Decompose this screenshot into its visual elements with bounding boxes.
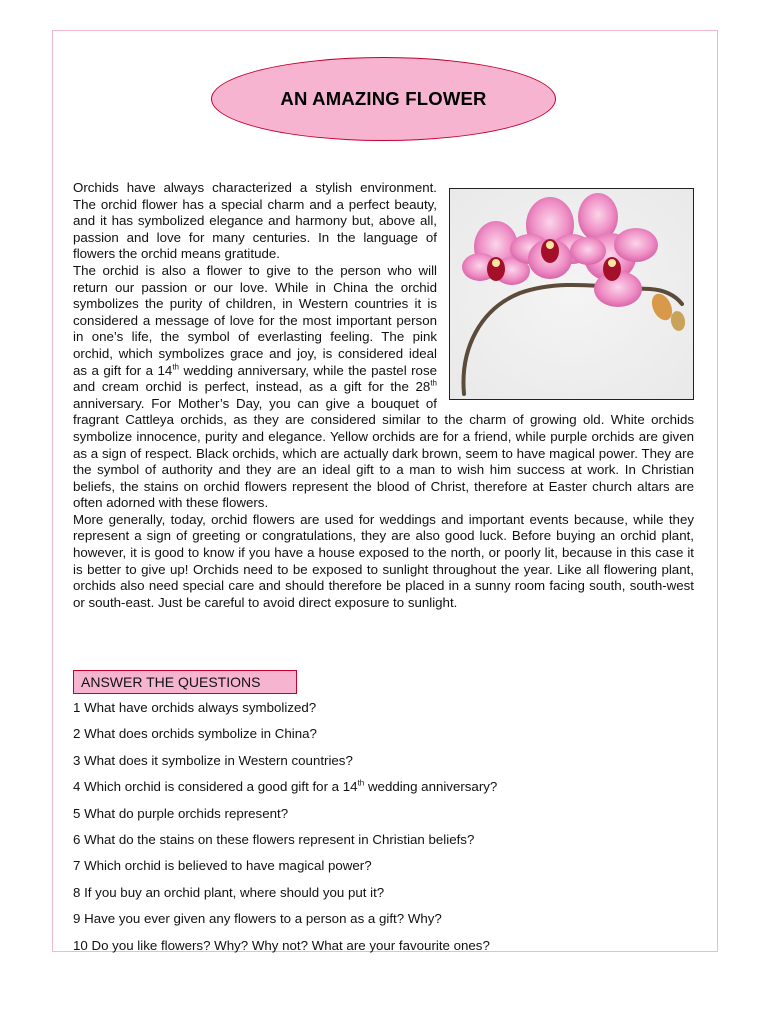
question-item: 3 What does it symbolize in Western countries? xyxy=(73,752,353,768)
questions-list xyxy=(73,700,703,964)
question-item: 10 Do you like flowers? Why? Why not? What are your favourite ones? xyxy=(73,937,490,953)
question-item: 8 If you buy an orchid plant, where should you put it? xyxy=(73,884,385,900)
answer-questions-header xyxy=(73,670,297,694)
question-item: 7 Which orchid is believed to have magical power? xyxy=(73,858,372,874)
page-title: AN AMAZING FLOWER xyxy=(280,88,487,109)
paragraph-2: The orchid is also a flower to give to the person who will return our passion or our love. While in China the orchid symbolizes the purity of children, in Western countries it is considered a message of love for the most important person in one’s life, the symbol of everlasting feeling. The pink orchid, which symbolizes grace and joy, is considered ideal as a gift for a 14th wedding anniversary, while the pastel rose and cream orchid is perfect, instead, as a gift for the 28th anniversary. For Mother’s Day, you can give a bouquet of fragrant Cattleya orchids, as they are considered similar to the charm of growing old. White orchids symbolize innocence, purity and elegance. Yellow orchids are for a friend, while purple orchids are given as a sign of respect. Black orchids, which are actually dark brown, seem to have magical power. They are the symbol of authority and they are an ideal gift to a man to wish him success at work. In Christian beliefs, the stains on orchid flowers represent the blood of Christ, therefore at Easter church altars are often adorned with these flowers. xyxy=(73,262,694,511)
question-item: 2 What does orchids symbolize in China? xyxy=(73,726,317,742)
paragraph-3: More generally, today, orchid flowers are used for weddings and important events because, while they represent a sign of greeting or congratulations, they are also good luck. Before buying an orchid plant, however, it is good to know if you have a house exposed to the north, or poorly lit, because in this case it is better to give up! Orchids need to be exposed to sunlight throughout the year. Like all flowering plant, orchids also need special care and should therefore be placed in a sunny room facing south, south-west or south-east. Just be careful to avoid direct exposure to sunlight. xyxy=(73,511,694,610)
question-item: 9 Have you ever given any flowers to a person as a gift? Why? xyxy=(73,911,442,927)
question-item: 5 What do purple orchids represent? xyxy=(73,805,289,821)
paragraph-1: Orchids have always characterized a stylish environment. The orchid flower has a special charm and a perfect beauty, and it has symbolized elegance and harmony but, above all, passion and love for many centuries. In the language of flowers the orchid means gratitude. xyxy=(73,180,437,262)
title-oval xyxy=(211,57,556,141)
question-item: 4 Which orchid is considered a good gift for a 14th wedding anniversary? xyxy=(73,778,498,795)
question-item: 1 What have orchids always symbolized? xyxy=(73,700,317,715)
question-item: 6 What do the stains on these flowers represent in Christian beliefs? xyxy=(73,831,475,847)
orchid-photo xyxy=(449,188,694,400)
orchid-photo-icon xyxy=(450,189,693,399)
answer-questions-label: ANSWER THE QUESTIONS xyxy=(81,674,261,690)
article-body xyxy=(73,180,694,611)
